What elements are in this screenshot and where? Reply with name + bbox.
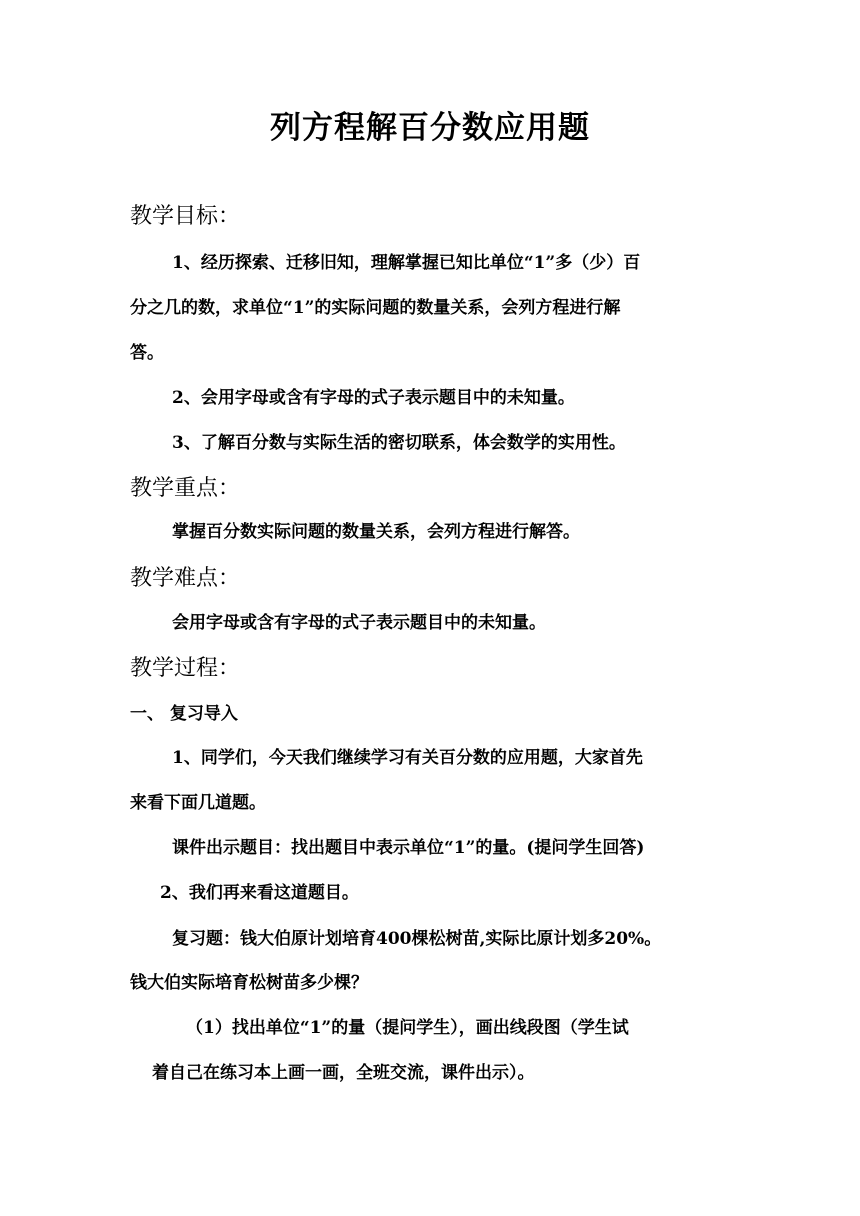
step-2: 2、我们再来看这道题目。: [160, 883, 359, 903]
objective-2: 2、会用字母或含有字母的式子表示题目中的未知量。: [172, 388, 575, 408]
objective-1-line-2: 分之几的数，求单位“1”的实际问题的数量关系，会列方程进行解: [130, 298, 621, 318]
difficulties-heading: 教学难点：: [130, 566, 241, 591]
page-title: 列方程解百分数应用题: [270, 110, 590, 146]
part-1-title: 一、 复习导入: [130, 704, 238, 724]
objectives-heading: 教学目标：: [130, 204, 241, 229]
objective-1-line-1: 1、经历探索、迁移旧知，理解掌握已知比单位“1”多（少）百: [172, 253, 641, 273]
courseware-note: 课件出示题目：找出题目中表示单位“1”的量。(提问学生回答): [172, 838, 645, 858]
step-1-line-2: 来看下面几道题。: [130, 793, 266, 813]
process-heading: 教学过程：: [130, 656, 241, 681]
key-points-heading: 教学重点：: [130, 476, 241, 501]
review-problem-line-1: 复习题：钱大伯原计划培育400棵松树苗,实际比原计划多20%。: [172, 929, 662, 949]
difficulties-text: 会用字母或含有字母的式子表示题目中的未知量。: [172, 613, 546, 633]
objective-3: 3、了解百分数与实际生活的密切联系，体会数学的实用性。: [172, 433, 626, 453]
key-points-text: 掌握百分数实际问题的数量关系，会列方程进行解答。: [172, 522, 580, 542]
sub-step-1-line-2: 着自己在练习本上画一画，全班交流，课件出示）。: [152, 1063, 535, 1083]
objective-1-line-3: 答。: [130, 343, 164, 363]
step-1-line-1: 1、同学们，今天我们继续学习有关百分数的应用题，大家首先: [172, 748, 643, 768]
review-problem-line-2: 钱大伯实际培育松树苗多少棵？: [130, 973, 368, 993]
sub-step-1-line-1: （1）找出单位“1”的量（提问学生），画出线段图（学生试: [186, 1018, 629, 1038]
